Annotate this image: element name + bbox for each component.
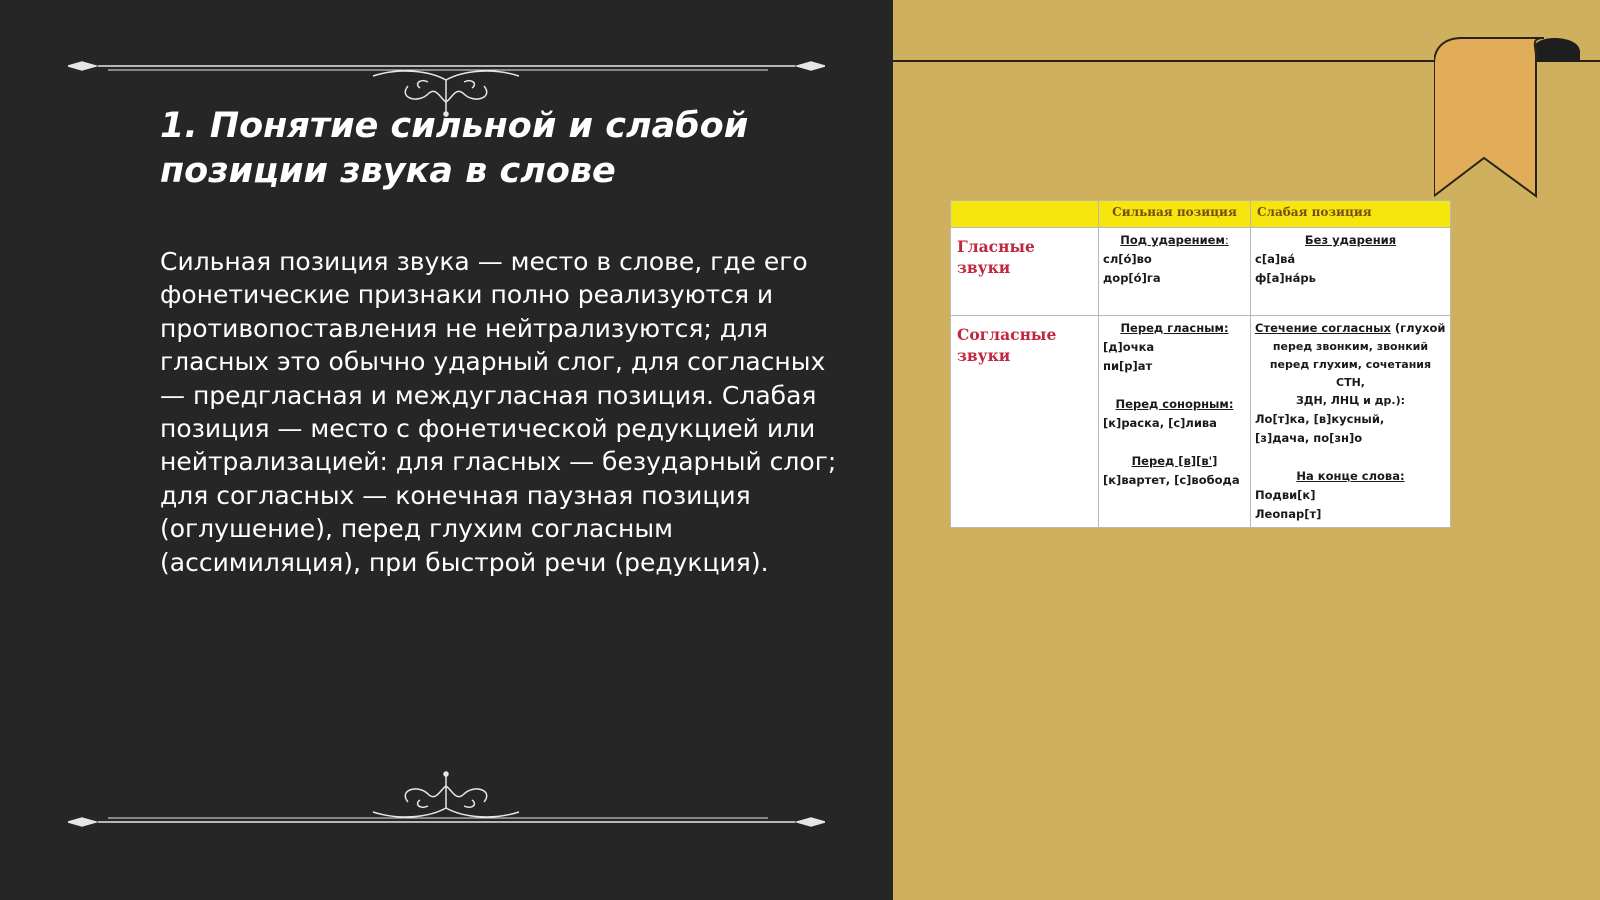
table-cell xyxy=(1099,228,1251,316)
cell-heading: Перед гласным: xyxy=(1120,321,1229,335)
table-header-cell: Сильная позиция xyxy=(1099,201,1251,228)
table-row xyxy=(951,316,1451,528)
table-header-cell: Слабая позиция xyxy=(1251,201,1451,228)
table-cell xyxy=(1099,316,1251,528)
note-line: ЗДН, ЛНЦ и др.): xyxy=(1295,394,1406,407)
example-word: Подви[к] xyxy=(1255,488,1316,502)
example-word: сл[о́]во xyxy=(1103,252,1152,266)
cell-heading: Без ударения xyxy=(1304,233,1397,247)
cell-heading: Перед [в][в'] xyxy=(1131,454,1218,468)
row-label: Согласные звуки xyxy=(951,316,1099,528)
note-line: перед глухим, сочетания СТН, xyxy=(1269,358,1432,389)
example-word: пи[р]ат xyxy=(1103,359,1153,373)
cell-heading: Стечение согласных (глухой xyxy=(1255,321,1446,335)
positions-table xyxy=(950,200,1451,528)
row-label: Гласные звуки xyxy=(951,228,1099,316)
example-word: с[а]ва́ xyxy=(1255,252,1296,266)
example-word: дор[о́]га xyxy=(1103,271,1161,285)
table-header-row xyxy=(951,201,1451,228)
example-word: [к]вартет, [с]вобода xyxy=(1103,473,1240,487)
example-word: ф[а]на́рь xyxy=(1255,271,1316,285)
cell-heading: Перед сонорным: xyxy=(1115,397,1234,411)
table-header-cell xyxy=(951,201,1099,228)
example-word: Леопар[т] xyxy=(1255,507,1322,521)
example-word: [к]раска, [с]лива xyxy=(1103,416,1217,430)
bookmark-ribbon-icon xyxy=(1434,36,1590,198)
example-word: [д]очка xyxy=(1103,340,1155,354)
cell-heading: Под ударением: xyxy=(1120,233,1229,247)
table-cell xyxy=(1251,316,1451,528)
cell-heading: На конце слова: xyxy=(1296,469,1405,483)
table-row xyxy=(951,228,1451,316)
definition-text: Сильная позиция звука — место в слове, где его фонетические признаки полно реализуются и противопоставления не нейтрализуются; для гласных это обычно ударный слог, для согласных — предгласная и междугласная позиция. Слабая позиция — место с фонетической редукцией или нейтрализацией: для гласных — безударный слог; для согласных — конечная паузная позиция (оглушение), перед глухим согласным (ассимиляция), при быстрой речи (редукция). xyxy=(160,247,837,577)
bottom-ornament-icon xyxy=(68,770,825,830)
example-word: Ло[т]ка, [в]кусный, xyxy=(1255,412,1385,426)
example-word: [з]дача, по[зн]о xyxy=(1255,431,1363,445)
table-cell xyxy=(1251,228,1451,316)
slide-title: 1. Понятие сильной и слабой позиции звука в слове xyxy=(160,106,749,191)
note-line: перед звонким, звонкий xyxy=(1272,340,1429,353)
